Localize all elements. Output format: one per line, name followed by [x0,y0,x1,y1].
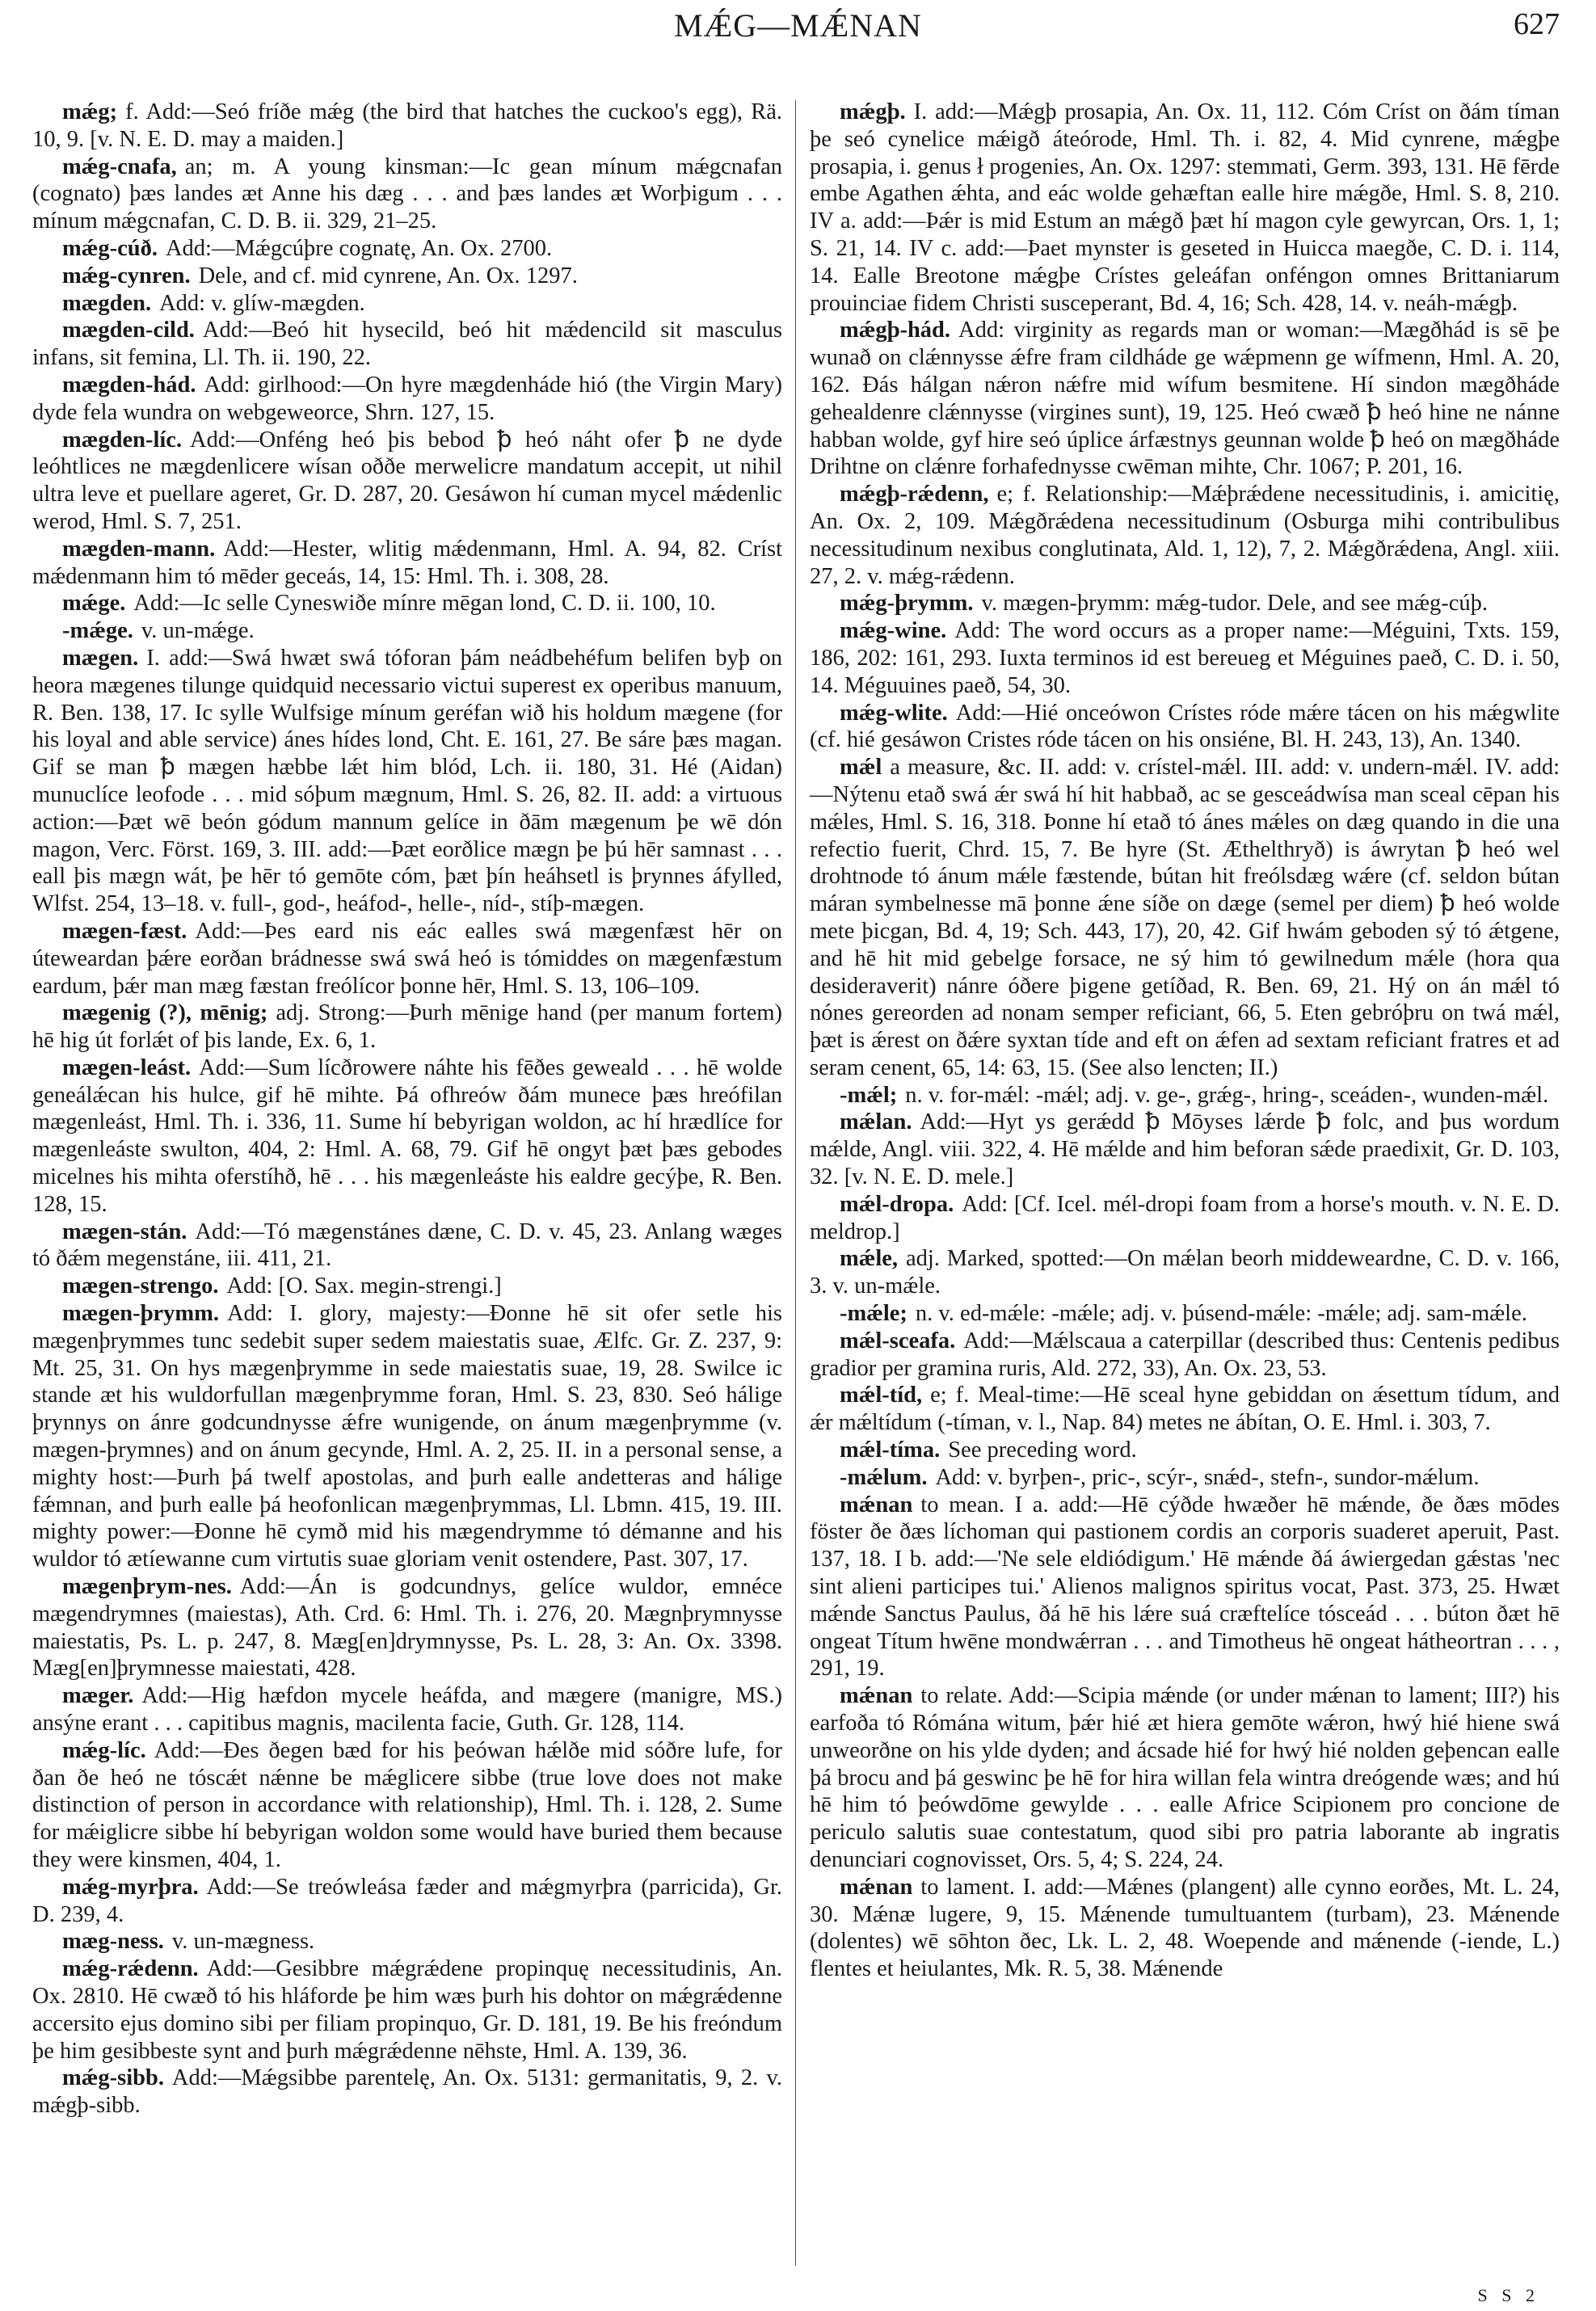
headword: -mǽlum. [840,1464,928,1490]
entry-body: an; m. A young kinsman:—Ic gean mínum mǽgcnafan (cognato) þæs landes æt Anne his dæg . . . and þæs landes æt Worþigum . . . mínum mǽgcnafan, C. D. B. ii. 329, 21–25. [32,154,782,234]
dictionary-entry [810,1328,1560,1383]
entry-body: Dele, and cf. mid cynrene, An. Ox. 1297. [198,263,578,288]
dictionary-entry [32,1000,782,1054]
headword: mægenig (?), mēnig; [62,1000,268,1026]
entry-body: to relate. Add:—Scipia mǽnde (or under mǽnan to lament; III?) his earfoða tó Rómána witum, þǽr hié æt hiera gemōte wǽron, hwý hié hiene swá unweorðne on his ylde dyden; and ácsade hié for hwý hié nolden geþencan ealle þá brocu and þá geswinc þe hē for hira willan fela wintra dreógende wæs; and hú hē him tó þeówdōme gewylde . . . ealle Africe Scipionem pro concione de periculo salutis suae contestatum, quod sibi pro patria laborante ab ingratis denunciari cognovisset, Ors. 5, 4; S. 224, 24. [810,1683,1560,1872]
entry-body: Add: I. glory, majesty:—Ðonne hē sit ofer setle his mægenþrymmes tunc sedebit super sedem maiestatis suae, Ælfc. Gr. Z. 237, 9: Mt. 25, 31. On hys mægenþrymme in sede maiestatis suae, 19, 28. Swilce ic stande æt his wuldorfullan mægenþrymme foran, Hml. S. 23, 830. Seó hálige þrynnys on ánre godcundnysse ǽfre wunigende, on ánum mægenþrymme (v. mægen-þrymnes) and on ánum gecynde, Hml. A. 2, 25. II. in a personal sense, a mighty host:—Þurh þá twelf apostolas, and þurh ealle andetteras and hálige fǽmnan, and þurh ealle þá heofonlican mægenþrymmas, Ll. Lbmn. 415, 19. III. mighty power:—Ðonne hē cymð mid his mægendrymme tó démanne and his wuldor tó ætíewanne cum virtutis suae gloriam venit ostendere, Past. 307, 17. [32,1301,782,1572]
dictionary-entry [32,1300,782,1573]
headword: mǽg-cúð. [62,235,158,261]
headword: -mǽge. [62,618,133,644]
dictionary-entry [32,1955,782,2065]
dictionary-entry [32,235,782,263]
running-head: MǼG—MǼNAN [674,7,922,44]
headword: mǽg-líc. [62,1737,146,1763]
headword: mægden-hád. [62,372,196,398]
headword: mǽg-cnafa, [62,154,177,179]
dictionary-entry [32,1682,782,1737]
dictionary-entry [32,1054,782,1219]
headword: mǽlan. [840,1109,912,1135]
headword: mǽnan [840,1874,913,1900]
entry-body: to lament. I. add:—Mǽnes (plangent) alle cynno eorðes, Mt. L. 24, 30. Mǽnæ lugere, 9, 15. Mǽnende tumultuantem (turbam), 23. Mǽnende (dolentes) wē sōhton ðec, Lk. L. 2, 48. Woepende and mǽnende (-iende, L.) flentes et heiulantes, Mk. R. 5, 38. Mǽnende [810,1874,1560,1982]
entry-body: e; f. Meal-time:—Hē sceal hyne gebiddan on ǽsettum tídum, and ǽr mǽltídum (-tíman, v. l., Nap. 84) metes ne ábítan, O. E. Hml. i. 303, 7. [810,1383,1560,1436]
headword: mægen. [62,645,139,671]
dictionary-entry [32,536,782,591]
entry-body: adj. Strong:—Þurh mēnige hand (per manum fortem) hē hig út forlǽt of þis lande, Ex. 6, 1. [32,1000,783,1054]
dictionary-entry [810,754,1560,1082]
headword: mǽl-dropa. [840,1191,954,1217]
headword: mǽgþ-hád. [840,318,951,343]
headword: mægen-stán. [62,1219,187,1244]
dictionary-entry [32,154,782,235]
entry-body: Add:—Þes eard nis eác ealles swá mægenfæst hēr on úteweardan þǽre eorðan brádnesse swá swá heó is tómiddes on mægenfæstum eardum, þǽr man mæg fæstan freólícor þonne hēr, Hml. S. 13, 106–109. [32,918,782,999]
entry-body: Add:—Se treówleása fæder and mǽgmyrþra (parricida), Gr. D. 239, 4. [32,1874,782,1927]
dictionary-entry [32,372,782,427]
headword: mægden-mann. [62,536,216,562]
headword: mǽl [840,755,882,781]
entry-body: Add: v. byrþen-, pric-, scýr-, snǽd-, stefn-, sundor-mǽlum. [935,1464,1480,1490]
dictionary-entry [32,645,782,918]
right-column [810,99,1560,1983]
signature-mark: S S 2 [1477,2285,1539,2305]
entry-body: v. un-mǽge. [141,618,255,644]
column-divider [795,100,796,2266]
dictionary-entry [810,700,1560,755]
entry-body: Add:—Hyt ys gerǽdd ꝥ Mōyses lǽrde ꝥ folc, and þus wordum mǽlde, Angl. viii. 322, 4. Hē mǽlde and him beforan sǽde praedixit, Gr. D. 103, 32. [v. N. E. D. mele.] [810,1109,1560,1190]
headword: mǽl-sceafa. [840,1328,956,1353]
headword: mǽg; [62,99,118,124]
headword: mæg-ness. [62,1929,164,1955]
dictionary-entry [810,1464,1560,1492]
entry-body: Add: girlhood:—On hyre mægdenháde hió (the Virgin Mary) dyde fela wundra on webgeweorce, Shrn. 127, 15. [32,372,782,425]
left-column [32,99,782,2119]
headword: mǽg-sibb. [62,2065,164,2091]
entry-body: Add: The word occurs as a proper name:—Méguini, Txts. 159, 186, 202: 161, 293. Iuxta terminos id est bereueg et Méguines paeð, C. D. i. 50, 14. Méguuines paeð, 54, 30. [810,618,1560,698]
entry-body: Add: [Cf. Icel. mél-dropi foam from a horse's mouth. v. N. E. D. meldrop.] [810,1191,1560,1244]
headword: mægen-strengo. [62,1273,219,1299]
headword: mǽg-wine. [840,618,947,644]
headword: mǽnan [840,1683,913,1709]
entry-body: adj. Marked, spotted:—On mǽlan beorh middeweardne, C. D. v. 166, 3. v. un-mǽle. [810,1246,1560,1299]
entry-body: e; f. Relationship:—Mǽþrǽdene necessitudinis, i. amicitię, An. Ox. 2, 109. Mǽgðrǽdena necessitudinum (Osburga mihi contribulibus necessitudinum nexibus conglutinata, Ald. 1, 12), 7, 2. Mǽgðrǽdena, Angl. xiii. 27, 2. v. mǽg-rǽdenn. [810,482,1560,589]
entry-body: Add: v. glíw-mægden. [159,290,365,316]
entry-body: Add: [O. Sax. megin-strengi.] [226,1273,502,1299]
headword: mæger. [62,1683,134,1709]
dictionary-entry [810,1300,1560,1328]
dictionary-entry [810,1245,1560,1300]
dictionary-entry [32,918,782,1000]
dictionary-entry [32,1928,782,1955]
dictionary-entry [810,1382,1560,1437]
headword: mægden. [62,290,152,316]
entry-body: Add:—Gesibbre mǽgrǽdene propinquę necessitudinis, An. Ox. 2810. Hē cwæð tó his hláforde þe him wæs þurh his dohtor on mǽgrǽdenne accersito ejus domino sibi per filiam propinquo, Gr. D. 181, 19. Be his freóndum þe him gesibbeste synt and þurh mǽgrǽdenne nēhste, Hml. A. 139, 36. [32,1956,782,2064]
dictionary-entry [32,1273,782,1300]
entry-body: Add:—Onféng heó þis bebod ꝥ heó náht ofer ꝥ ne dyde leóhtlices ne mægdenlicere wísan oððe merwelicre mandatum accepit, ut nihil ultra leve et puellare ageret, Gr. D. 287, 20. Gesáwon hí cuman mycel mǽdenlic werod, Hml. S. 7, 251. [32,427,782,534]
entry-body: Add:—Sum lícðrowere náhte his fēðes geweald . . . hē wolde geneálǽcan his hulce, gif hē mihte. Þá ofhreów ðám munece þæs hreófilan mægenleást, Hml. Th. i. 336, 11. Sume hí bebyrigan woldon, ac hí hrædlíce for mægenleáste swulton, 404, 2: Hml. A. 68, 79. Gif hē ongyt þæt þæs gebodes micelnes his mihta oferstíhð, hē . . . his mægenleáste his ealdre gecýþe, R. Ben. 128, 15. [32,1054,782,1217]
entry-body: Add:—Mǽgcúþre cognatę, An. Ox. 2700. [165,235,553,261]
entry-body: I. add:—Swá hwæt swá tóforan þám neádbehéfum belifen byþ on heora mægenes tilunge quidquid necessario victui superest ex operibus manuum, R. Ben. 138, 17. Ic sylle Wulfsige mínum geréfan wið his holdum mægene (for his loyal and able service) ánes hídes lond, Cht. E. 161, 27. Be sáre þæs magan. Gif se man ꝥ mægen hæbbe lǽt him blód, Lch. ii. 180, 31. Hé (Aidan) munuclíce leofode . . . mid sóþum mægnum, Hml. S. 26, 82. II. add: a virtuous action:—Þæt wē beón gódum mannum gelíce in ðām mægenum þe wē dón magon, Verc. Först. 169, 3. III. add:—Þæt eorðlice mægn þe þú hēr samnast . . . eall þis mægn wát, þe hēr tó gemōte cóm, þæt þín heáhsetl is þrynnes áfylled, Wlfst. 254, 13–18. v. full-, god-, heáfod-, helle-, níd-, stíþ-mægen. [32,645,782,917]
entry-body: Add:—Mǽlscaua a caterpillar (described thus: Centenis pedibus gradior per gramina ruris, Ald. 272, 33), An. Ox. 23, 53. [810,1328,1560,1381]
entry-body: Add:—Mǽgsibbe parentelę, An. Ox. 5131: germanitatis, 9, 2. v. mǽgþ-sibb. [32,2065,782,2119]
headword: mǽg-wlite. [840,700,948,726]
page-number: 627 [1514,7,1560,41]
headword: mǽle, [840,1246,899,1272]
dictionary-entry [810,1874,1560,1983]
entry-body: n. v. for-mǽl: -mǽl; adj. v. ge-, grǽg-, hring-, sceáden-, wunden-mǽl. [905,1082,1549,1108]
headword: mǽgþ. [840,99,906,124]
entry-body: Add:—Hig hæfdon mycele heáfda, and mægere (manigre, MS.) ansýne erant . . . capitibus magnis, macilenta facie, Guth. Gr. 128, 114. [32,1683,782,1736]
dictionary-entry [32,590,782,617]
headword: mægden-cild. [62,318,195,343]
dictionary-entry [810,481,1560,590]
dictionary-entry [32,617,782,645]
dictionary-entry [810,1437,1560,1464]
headword: mǽg-myrþra. [62,1874,199,1900]
headword: mǽnan [840,1492,913,1518]
headword: -mǽl; [840,1082,898,1108]
dictionary-entry [810,1109,1560,1190]
entry-body: Add: virginity as regards man or woman:—Mægðhád is sē þe wunað on clǽnnysse ǽfre fram cildháde ge wǽpmenn ge wífmenn, Hml. A. 20, 162. Ðás hálgan nǽron nǽfre mid wífum besmitene. Hí sindon mægðháde gehealdenre clǽnnysse (virgines sunt), 19, 125. Heó cwæð ꝥ heó hine ne nánne habban wolde, gyf hire seó úplice árfæstnys geunnan wolde ꝥ heó on mægðháde Drihtne on clǽnre forhafednysse cwēman mihte, Chr. 1067; P. 201, 16. [810,318,1560,480]
dictionary-entry [32,2065,782,2119]
dictionary-entry [810,1082,1560,1109]
headword: mǽg-þrymm. [840,591,974,617]
dictionary-entry [32,1573,782,1682]
dictionary-entry [810,1492,1560,1683]
headword: mægen-leást. [62,1054,192,1080]
headword: mǽl-tíma. [840,1438,941,1463]
dictionary-entry [32,1874,782,1929]
dictionary-entry [810,617,1560,699]
entry-body: Add:—Ic selle Cyneswiðe mínre mēgan lond, C. D. ii. 100, 10. [133,591,716,617]
dictionary-entry [32,290,782,318]
entry-body: Add:—Ðes ðegen bæd for his þeówan hǽlðe mid sóðre lufe, for ðan ðe heó ne tóscǽt nǽnne be mǽglicere sibbe (true love does not make distinction of person in accordance with relationship), Hml. Th. i. 128, 2. Sume for mǽiglicre sibbe hí bebyrigan woldon some would have buried them because they were kinsmen, 404, 1. [32,1737,782,1872]
headword: mǽgþ-rǽdenn, [840,482,989,507]
dictionary-entry [32,427,782,536]
dictionary-entry [32,263,782,290]
headword: mǽg-cynren. [62,263,191,288]
dictionary-entry [32,99,782,154]
dictionary-entry [32,1219,782,1273]
entry-body: v. un-mægness. [171,1929,315,1955]
entry-body: to mean. I a. add:—Hē cýðde hwæðer hē mǽnde, ðe ðæs mōdes föster ðe ðæs líchoman qui pastionem cordis an corporis suaderet aperuit, Past. 137, 18. I b. add:—'Ne sele eldiódigum.' Hē mǽnde ðá áwiergedan gǽstas 'nec sint alieni participes tui.' Alienos malignos spiritus vocat, Past. 373, 25. Hwæt mǽnde Sanctus Paulus, ðá hē his lǽre suá cræftelíce tósceád . . . búton ðæt hē ongeat Títum hwēne mondwǽrran . . . and Timotheus hē ongeat hátheortran . . . , 291, 19. [810,1492,1560,1682]
entry-body: n. v. ed-mǽle: -mǽle; adj. v. þúsend-mǽle: -mǽle; adj. sam-mǽle. [915,1301,1527,1327]
dictionary-entry [32,317,782,372]
dictionary-entry [32,1737,782,1874]
headword: mægenþrym-nes. [62,1574,232,1600]
headword: -mǽle; [840,1301,907,1327]
entry-body: Add:—Beó hit hysecild, beó hit mǽdencild sit masculus infans, sit femina, Ll. Th. ii. 190, 22. [32,318,782,371]
headword: mǽl-tíd, [840,1383,923,1408]
dictionary-entry [810,317,1560,481]
entry-body: I. add:—Mǽgþ prosapia, An. Ox. 11, 112. Cóm Críst on ðám tíman þe seó cynelice mǽigð áteórode, Hml. Th. i. 82, 4. Mid cynrene, mǽgþe prosapia, i. genus ł progenies, An. Ox. 1297: stemmati, Germ. 393, 131. Hē fērde embe Agathen ǽhta, and eác wolde gehæftan ealle hire mǽgðe, Hml. S. 8, 210. IV a. add:—Þǽr is mid Estum an mǽgð þæt hí magon cyle gewyrcan, Ors. 1, 1; S. 21, 14. IV c. add:—Þaet mynster is geseted in Huicca maegðe, C. D. i. 114, 14. Ealle Breotone mǽgþe Crístes geleáfan onféngon omnes Brittaniarum prouinciae fidem Christi susceperant, Bd. 4, 16; Sch. 428, 14. v. neáh-mǽgþ. [810,99,1560,316]
headword: mægen-þrymm. [62,1301,219,1327]
headword: mǽg-rǽdenn. [62,1956,199,1982]
entry-body: Add:—Hié onceówon Crístes róde mǽre tácen on his mǽgwlite (cf. hié gesáwon Cristes róde tácen on his onsiéne, Bl. H. 243, 13), An. 1340. [810,700,1560,753]
dictionary-entry [810,99,1560,317]
dictionary-entry [810,590,1560,617]
entry-body: a measure, &c. II. add: v. crístel-mǽl. III. add: v. undern-mǽl. IV. add:—Nýtenu etað swá ǽr swá hí hit habbað, ac se gesceádwísa man sceal cēpan his mǽles, Hml. S. 16, 318. Þonne hí etað tó ánes mǽles on dæg quando in die una refectio fuerit, Chrd. 15, 7. Be hyre (St. Æthelthryð) is áwrytan ꝥ heó wel drohtnode tó ánum mǽle fæstende, bútan hit freólsdæg wǽre (cf. seldon bútan máran symbelnesse mā þonne ǽne síðe on dæge (semel per diem) ꝥ heó wolde mete þicgan, Bd. 4, 19; Sch. 443, 17), 20, 42. Gif hwám geboden sý tó ǽtgene, and hē hit mid gebelge forsace, ne sý him tó gewilnedum mǽle (hora qua desideraverit) nánre óðere þigene getíðad, R. Ben. 69, 21. Hý on án mǽl tó nónes gereorden ad nonam semper reficiant, 66, 5. Eten gebróþru on twá mǽl, þæt is ǽrest on ðǽre syxtan tíde and eft on ǽfen ad sextam reficiant fratres et ad seram cenent, 65, 14: 63, 15. (See also lencten; II.) [810,755,1560,1080]
entry-body: See preceding word. [948,1438,1137,1463]
entry-body: Add:—Hester, wlitig mǽdenmann, Hml. A. 94, 82. Críst mǽdenmann him tó mēder geceás, 14, 15: Hml. Th. i. 308, 28. [32,536,782,589]
entry-body: v. mægen-þrymm: mǽg-tudor. Dele, and see mǽg-cúþ. [981,591,1489,617]
entry-body: f. Add:—Seó fríðe mǽg (the bird that hatches the cuckoo's egg), Rä. 10, 9. [v. N. E. D. may a maiden.] [32,99,782,152]
headword: mǽge. [62,591,126,617]
headword: mægden-líc. [62,427,183,453]
dictionary-entry [810,1191,1560,1246]
headword: mægen-fæst. [62,918,187,944]
dictionary-entry [810,1682,1560,1874]
entry-body: Add:—Tó mægenstánes dæne, C. D. v. 45, 23. Anlang wæges tó ðǽm megenstáne, iii. 411, 21. [32,1219,782,1272]
entry-body: Add:—Án is godcundnys, gelíce wuldor, emnéce mægendrymnes (maiestas), Ath. Crd. 6: Hml. Th. i. 276, 20. Mægnþrymnysse maiestatis, Ps. L. p. 247, 8. Mæg[en]drymnysse, Ps. L. 28, 3: An. Ox. 3398. Mæg[en]þrymnesse maiestati, 428. [32,1574,782,1682]
